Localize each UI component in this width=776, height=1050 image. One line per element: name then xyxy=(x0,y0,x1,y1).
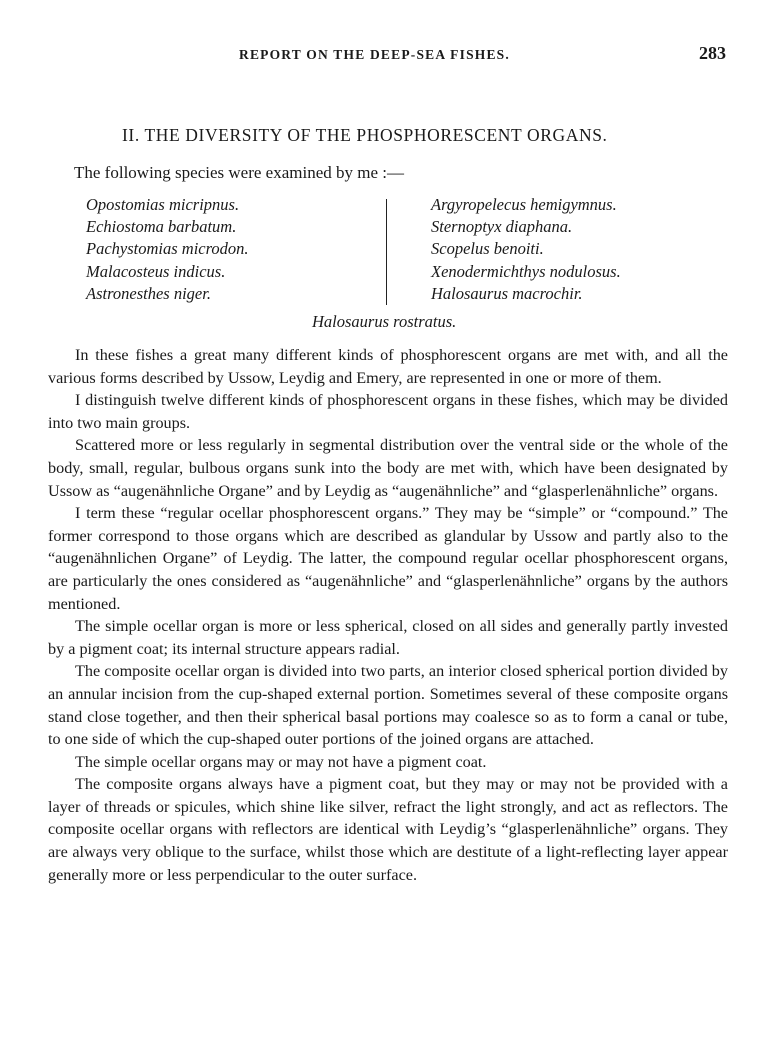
paragraph: The simple ocellar organs may or may not have a pigment coat. xyxy=(75,752,487,771)
intro-sentence: The following species were examined by me :— xyxy=(74,163,404,182)
species-item: Pachystomias microdon. xyxy=(86,239,249,259)
paragraph: The simple ocellar organ is more or less spherical, closed on all sides and generally partly invested by a pigment coat; its internal structure appears radial. xyxy=(48,617,728,658)
body-text xyxy=(48,344,728,886)
paragraph: I distinguish twelve different kinds of phosphorescent organs in these fishes, which may be divided into two main groups. xyxy=(48,391,728,432)
species-item: Sternoptyx diaphana. xyxy=(431,217,573,237)
species-item: Echiostoma barbatum. xyxy=(86,217,237,237)
species-item: Astronesthes niger. xyxy=(86,283,211,303)
running-head: REPORT ON THE DEEP-SEA FISHES. xyxy=(239,47,510,62)
species-item: Xenodermichthys nodulosus. xyxy=(431,261,621,281)
paragraph: Scattered more or less regularly in segmental distribution over the ventral side or the whole of the body, small, regular, bulbous organs sunk into the body are met with, which have been designated by Ussow as “augenähnliche Organe” and by Leydig as “augenähnliche” and “glasperlenähnliche” organs. xyxy=(48,436,728,500)
species-item: Malacosteus indicus. xyxy=(86,261,226,281)
species-list-right xyxy=(431,194,621,305)
section-title: II. THE DIVERSITY OF THE PHOSPHORESCENT ORGANS. xyxy=(122,125,608,145)
species-item: Halosaurus macrochir. xyxy=(431,283,583,303)
species-item-center: Halosaurus rostratus. xyxy=(312,312,457,331)
species-item: Opostomias micripnus. xyxy=(86,195,240,214)
paragraph: The composite organs always have a pigment coat, but they may or may not be provided with a layer of threads or spicules, which shine like silver, refract the light strongly, and act as reflectors. The composite ocellar organs with reflectors are identical with Leydig’s “glasperlenähnliche” organs. They are always very oblique to the surface, whilst those which are destitute of a light-reflecting layer appear generally more or less perpendicular to the outer surface. xyxy=(48,775,728,884)
paragraph: The composite ocellar organ is divided into two parts, an interior closed spherical portion divided by an annular incision from the cup-shaped external portion. Sometimes several of these composite organs stand close together, and then their spherical basal portions may coalesce so as to form a canal or tube, to one side of which the cup-shaped outer portions of the joined organs are attached. xyxy=(48,662,728,749)
species-column-divider xyxy=(386,199,387,305)
species-item: Argyropelecus hemigymnus. xyxy=(431,195,617,214)
species-item: Scopelus benoiti. xyxy=(431,239,544,259)
paragraph: In these fishes a great many different kinds of phosphorescent organs are met with, and all the various forms described by Ussow, Leydig and Emery, are represented in one or more of them. xyxy=(48,346,728,387)
paragraph: I term these “regular ocellar phosphorescent organs.” They may be “simple” or “compound.” The former correspond to those organs which are described as glandular by Ussow and partly also to the “augenähnlichen Organe” of Leydig. The latter, the compound regular ocellar phosphorescent organs, are particularly the ones considered as “augenähnliche” and “glasperlenähnliche” organs by the authors mentioned. xyxy=(48,504,728,613)
page-number: 283 xyxy=(699,43,726,63)
species-list-left xyxy=(86,194,249,305)
